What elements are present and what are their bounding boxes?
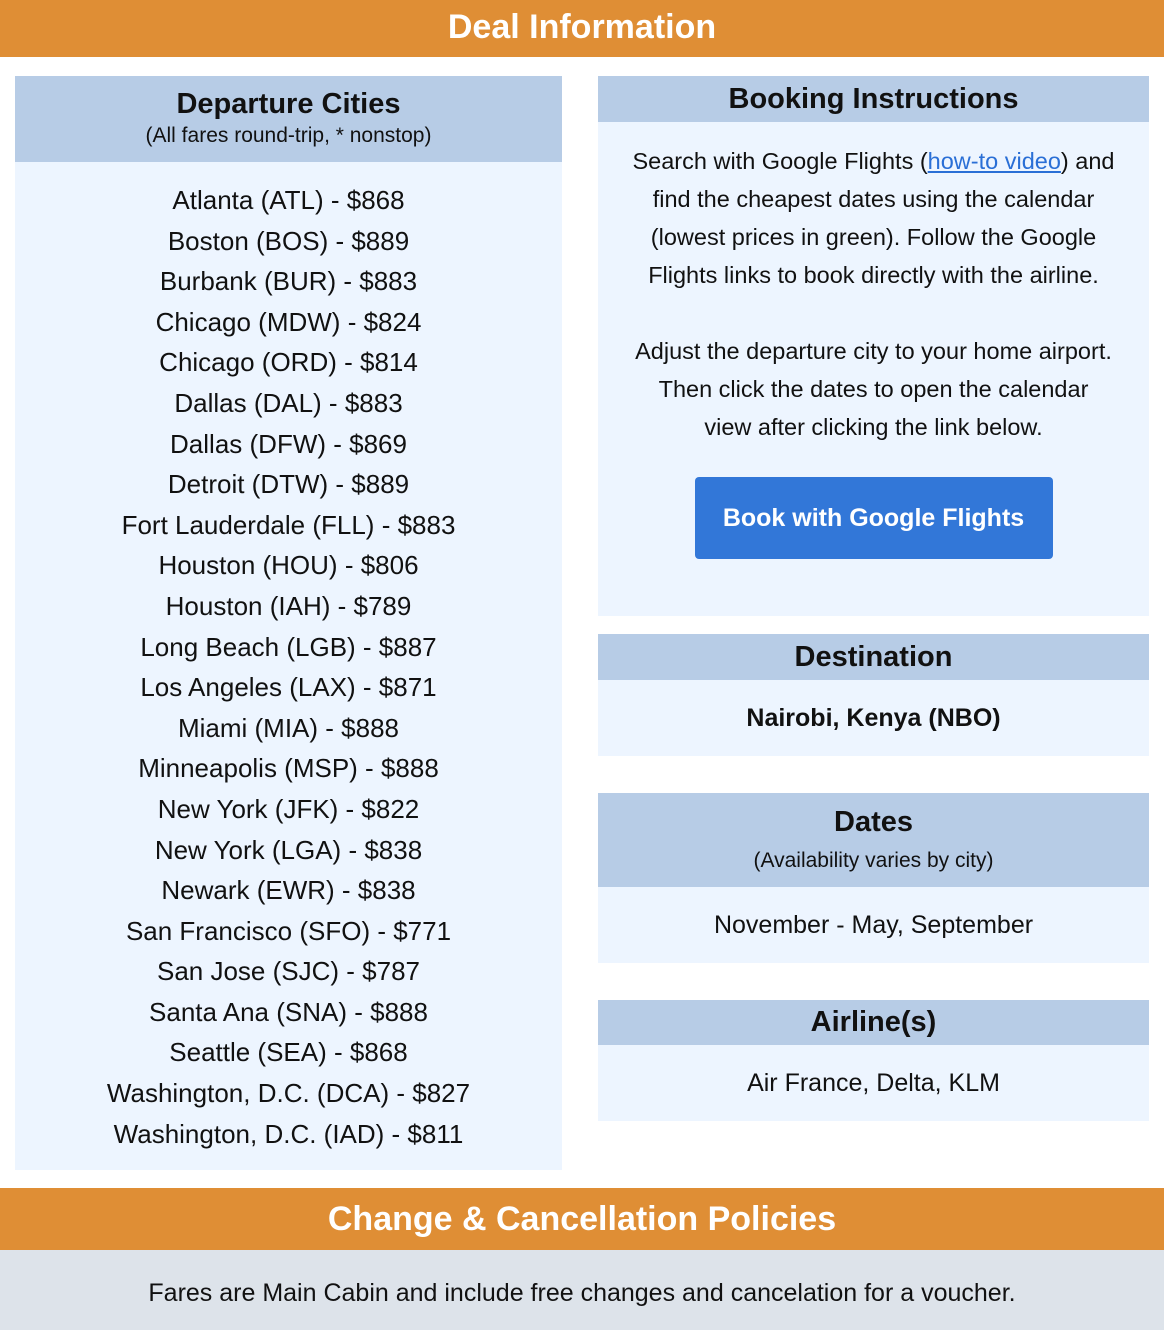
- airlines-title: Airline(s): [598, 1000, 1149, 1045]
- booking-text-after-link: ) and find the cheapest dates using the calendar (lowest prices in green). Follow the Google Flights links to book directly with the airline.: [648, 148, 1115, 288]
- change-cancellation-banner: Change & Cancellation Policies: [0, 1188, 1164, 1250]
- list-item: San Jose (SJC) - $787: [156, 956, 420, 987]
- list-item: Santa Ana (SNA) - $888: [149, 996, 428, 1027]
- list-item: Chicago (ORD) - $814: [159, 347, 418, 378]
- list-item: Houston (IAH) - $789: [165, 590, 412, 621]
- list-item: Minneapolis (MSP) - $888: [138, 753, 439, 784]
- list-item: Dallas (DFW) - $869: [170, 428, 407, 459]
- deal-information-banner: Deal Information: [0, 0, 1164, 57]
- how-to-video-link[interactable]: how-to video: [927, 148, 1061, 174]
- list-item: Newark (EWR) - $838: [161, 875, 416, 906]
- list-item: Washington, D.C. (IAD) - $811: [113, 1118, 464, 1149]
- departure-cities-subtitle: (All fares round-trip, * nonstop): [145, 124, 432, 147]
- booking-instructions-panel: [598, 76, 1149, 616]
- airlines-panel: [598, 1000, 1149, 1121]
- policy-text: Fares are Main Cabin and include free changes and cancelation for a voucher.: [0, 1250, 1164, 1330]
- list-item: Boston (BOS) - $889: [167, 225, 410, 256]
- booking-paragraph-1: [632, 142, 1115, 294]
- dates-subtitle: (Availability varies by city): [753, 849, 994, 872]
- list-item: Atlanta (ATL) - $868: [172, 185, 405, 215]
- list-item: Burbank (BUR) - $883: [159, 266, 418, 297]
- booking-paragraph-2: Adjust the departure city to your home airport. Then click the dates to open the calendar view after clicking the link below.: [635, 338, 1112, 440]
- list-item: Chicago (MDW) - $824: [155, 306, 422, 337]
- list-item: Miami (MIA) - $888: [177, 712, 400, 743]
- list-item: Detroit (DTW) - $889: [167, 469, 410, 500]
- departure-city-list: [15, 162, 562, 1154]
- departure-cities-title: Departure Cities: [176, 88, 401, 120]
- departure-cities-panel: [15, 76, 562, 1170]
- dates-header: [598, 793, 1149, 887]
- dates-title: Dates: [834, 806, 913, 838]
- list-item: Long Beach (LGB) - $887: [140, 631, 437, 662]
- list-item: New York (LGA) - $838: [154, 834, 423, 865]
- list-item: Los Angeles (LAX) - $871: [140, 672, 437, 703]
- list-item: Seattle (SEA) - $868: [169, 1037, 408, 1068]
- list-item: Houston (HOU) - $806: [158, 550, 419, 581]
- dates-panel: [598, 793, 1149, 963]
- departure-cities-header: [15, 76, 562, 162]
- list-item: Fort Lauderdale (FLL) - $883: [121, 509, 456, 540]
- list-item: Dallas (DAL) - $883: [174, 387, 403, 418]
- list-item: San Francisco (SFO) - $771: [125, 915, 452, 946]
- list-item: New York (JFK) - $822: [157, 793, 420, 824]
- booking-text-before-link: Search with Google Flights (: [632, 148, 928, 174]
- dates-value: November - May, September: [713, 911, 1034, 939]
- book-with-google-flights-button[interactable]: Book with Google Flights: [695, 477, 1053, 559]
- booking-instructions-text: [598, 122, 1149, 446]
- destination-panel: [598, 634, 1149, 756]
- airlines-value: Air France, Delta, KLM: [747, 1069, 1000, 1097]
- destination-value: Nairobi, Kenya (NBO): [746, 704, 1001, 732]
- list-item: Washington, D.C. (DCA) - $827: [106, 1078, 471, 1109]
- destination-title: Destination: [598, 634, 1149, 680]
- booking-instructions-title: Booking Instructions: [598, 76, 1149, 122]
